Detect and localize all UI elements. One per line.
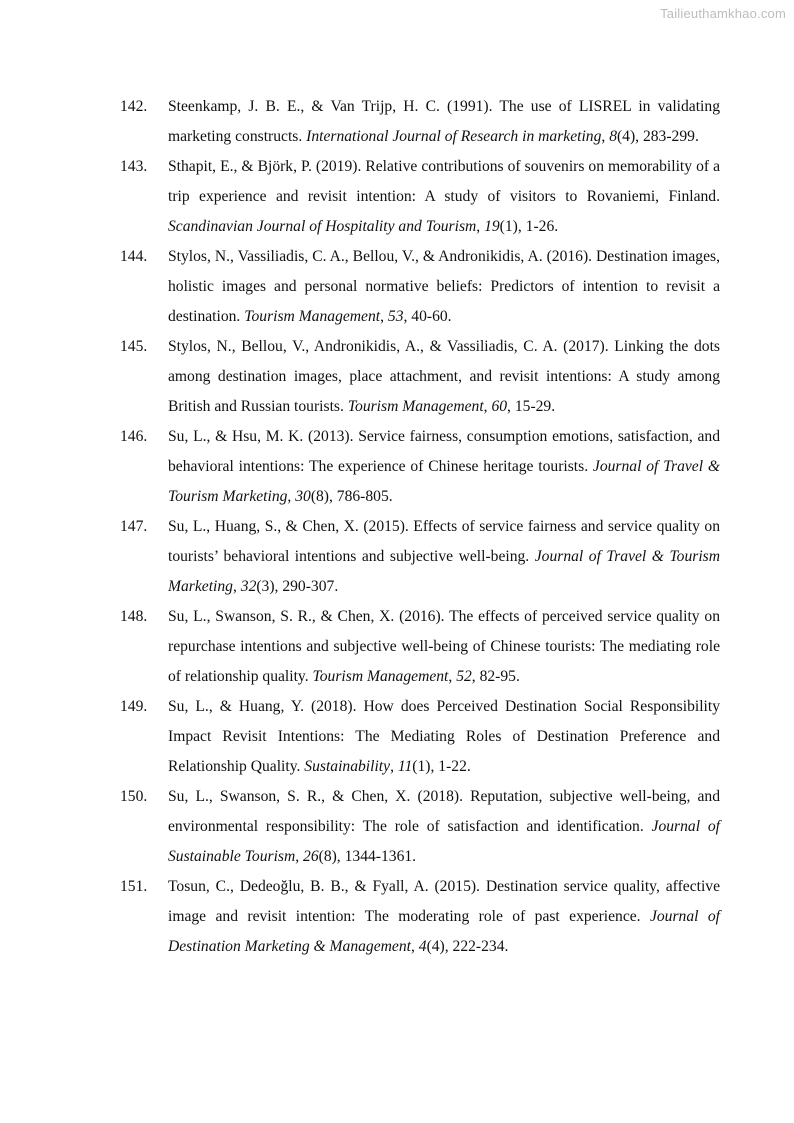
reference-authors: Stylos, N., Vassiliadis, C. A., Bellou, V., & Andronikidis, A. (2016). Destination images, holistic images and personal normative beliefs: Predictors of intention to revisit a destination. [168,248,720,325]
reference-separator: , [601,128,610,145]
reference-volume: 19 [484,218,500,235]
reference-authors: Steenkamp, J. B. E., & Van Trijp, H. C. (1991). The use of LISREL in validating marketing constructs. [168,98,720,145]
reference-pages: (4), 222-234. [426,938,509,955]
reference-journal: Tourism Management [244,308,381,325]
reference-number: 148. [120,608,148,625]
reference-text [168,152,720,242]
reference-separator: , [232,578,241,595]
reference-item [120,782,720,872]
reference-pages: (3), 290-307. [256,578,339,595]
reference-item [120,242,720,332]
reference-number: 151. [120,878,148,895]
reference-item [120,602,720,692]
reference-pages: , 15-29. [507,398,556,415]
reference-separator: , [295,848,304,865]
reference-authors: Sthapit, E., & Björk, P. (2019). Relative contributions of souvenirs on memorability of a trip experience and revisit intention: A study of visitors to Rovaniemi, Finland. [168,158,720,205]
reference-volume: 52 [456,668,472,685]
reference-text [168,242,720,332]
reference-item [120,872,720,962]
reference-volume: 11 [397,758,413,775]
reference-authors: Su, L., Swanson, S. R., & Chen, X. (2018). Reputation, subjective well-being, and environmental responsibility: The role of satisfaction and identification. [168,788,720,835]
reference-volume: 30 [295,488,311,505]
reference-pages: , 40-60. [403,308,452,325]
reference-journal: Scandinavian Journal of Hospitality and Tourism [168,218,477,235]
reference-pages: (1), 1-22. [412,758,471,775]
reference-number: 147. [120,518,148,535]
reference-item [120,152,720,242]
reference-text [168,422,720,512]
reference-pages: (4), 283-299. [616,128,699,145]
reference-number: 149. [120,698,148,715]
reference-number: 150. [120,788,148,805]
reference-authors: Tosun, C., Dedeoğlu, B. B., & Fyall, A. (2015). Destination service quality, affective image and revisit intention: The moderating role of past experience. [168,878,720,925]
reference-pages: (8), 786-805. [310,488,393,505]
reference-text [168,872,720,962]
reference-separator: , [380,308,388,325]
reference-journal: Tourism Management [347,398,484,415]
reference-volume: 53 [387,308,404,325]
reference-item [120,692,720,782]
reference-text [168,602,720,692]
reference-authors: Su, L., & Huang, Y. (2018). How does Perceived Destination Social Responsibility Impact Revisit Intentions: The Mediating Roles of Destination Preference and Relationship Quality. [168,698,720,775]
reference-number: 144. [120,248,148,265]
reference-separator: , [410,938,419,955]
reference-text [168,782,720,872]
reference-text [168,332,720,422]
reference-journal: Journal of Destination Marketing & Management [168,908,720,955]
reference-separator: , [483,398,492,415]
reference-number: 143. [120,158,148,175]
reference-separator: , [390,758,398,775]
reference-pages: (8), 1344-1361. [318,848,417,865]
reference-text [168,92,720,152]
reference-number: 145. [120,338,148,355]
reference-volume: 4 [418,938,427,955]
reference-authors: Su, L., Swanson, S. R., & Chen, X. (2016). The effects of perceived service quality on repurchase intentions and subjective well-being of Chinese tourists: The mediating role of relationship quality. [168,608,720,685]
reference-volume: 8 [609,128,617,145]
reference-item [120,512,720,602]
reference-number: 142. [120,98,148,115]
reference-separator: , [476,218,485,235]
reference-journal: Sustainability [304,758,391,775]
reference-list [120,92,720,962]
reference-text [168,512,720,602]
reference-authors: Su, L., & Hsu, M. K. (2013). Service fairness, consumption emotions, satisfaction, and behavioral intentions: The experience of Chinese heritage tourists. [168,428,720,475]
reference-pages: , 82-95. [471,668,520,685]
watermark: Tailieuthamkhao.com [660,6,786,21]
reference-journal: International Journal of Research in marketing [306,128,602,145]
reference-text [168,692,720,782]
reference-item [120,422,720,512]
reference-journal: Journal of Travel & Tourism Marketing [168,458,720,505]
reference-pages: (1), 1-26. [499,218,559,235]
reference-authors: Su, L., Huang, S., & Chen, X. (2015). Effects of service fairness and service quality on tourists’ behavioral intentions and subjective well-being. [168,518,720,565]
reference-separator: , [448,668,457,685]
reference-volume: 26 [303,848,319,865]
reference-separator: , [287,488,296,505]
reference-volume: 32 [240,578,257,595]
reference-journal: Journal of Travel & Tourism Marketing [168,548,721,595]
reference-journal: Journal of Sustainable Tourism [168,818,720,865]
reference-number: 146. [120,428,148,445]
reference-item [120,332,720,422]
reference-journal: Tourism Management [312,668,449,685]
reference-volume: 60 [491,398,508,415]
reference-item [120,92,720,152]
reference-authors: Stylos, N., Bellou, V., Andronikidis, A., & Vassiliadis, C. A. (2017). Linking the dots among destination images, place attachment, and revisit intentions: A study among British and Russian tourists. [168,338,720,415]
